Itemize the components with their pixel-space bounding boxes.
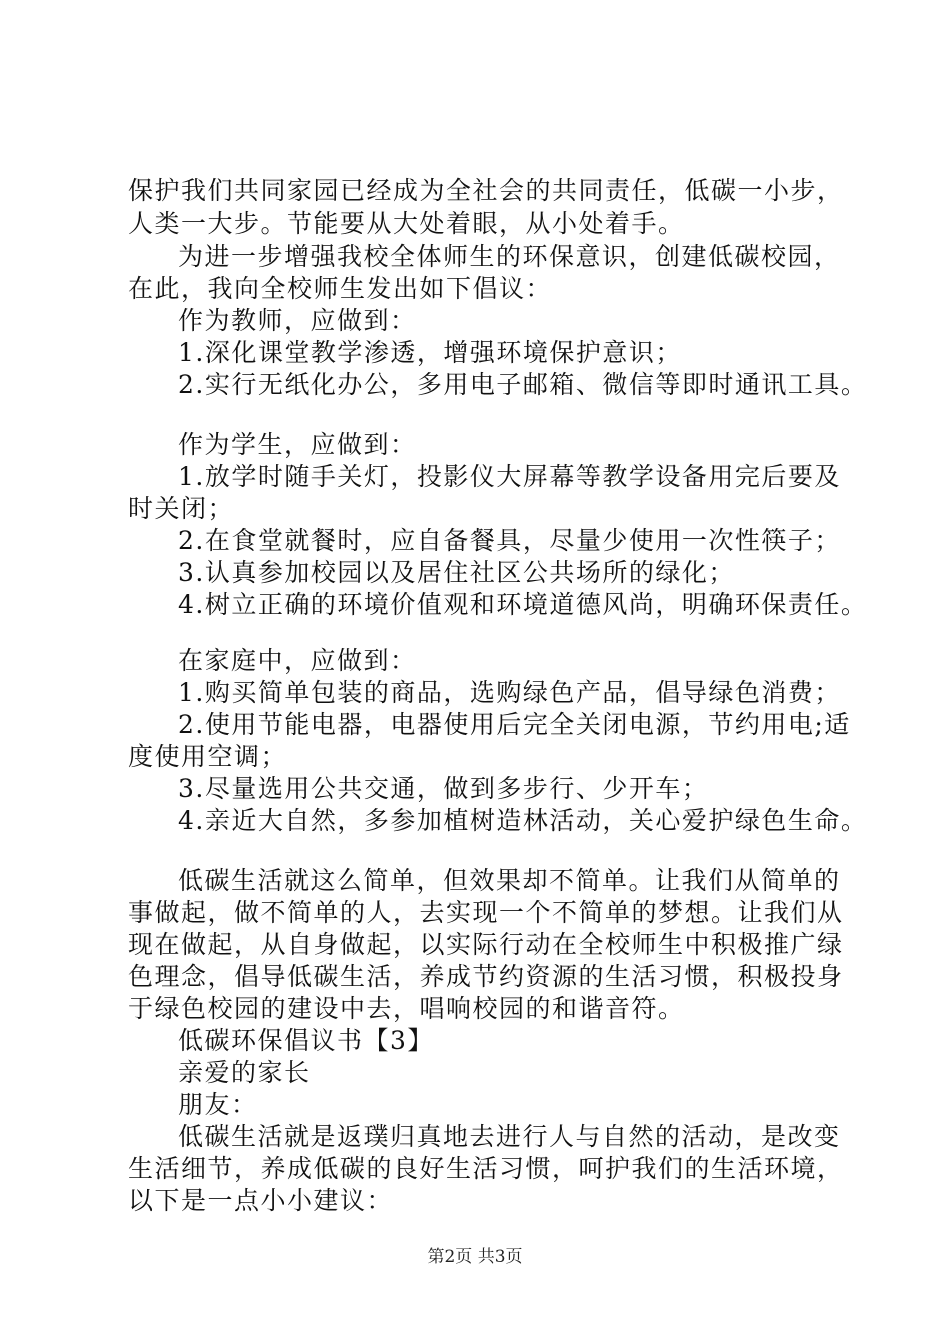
list-item: 1.购买简单包装的商品，选购绿色产品，倡导绿色消费；: [178, 678, 841, 707]
list-item: 2.使用节能电器，电器使用后完全关闭电源，节约用电;适: [178, 710, 851, 739]
list-item: 4.树立正确的环境价值观和环境道德风尚，明确环保责任。: [178, 590, 868, 619]
section-heading: 在家庭中，应做到：: [178, 646, 417, 675]
list-item: 1.深化课堂教学渗透，增强环境保护意识；: [178, 338, 682, 367]
section-heading: 作为教师，应做到：: [178, 306, 417, 335]
list-item: 2.在食堂就餐时，应自备餐具，尽量少使用一次性筷子；: [178, 526, 841, 555]
list-item: 1.放学时随手关灯，投影仪大屏幕等教学设备用完后要及: [178, 462, 841, 491]
list-item: 2.实行无纸化办公，多用电子邮箱、微信等即时通讯工具。: [178, 370, 868, 399]
text-line: 现在做起，从自身做起，以实际行动在全校师生中积极推广绿: [128, 930, 844, 959]
text-line: 为进一步增强我校全体师生的环保意识，创建低碳校园，: [178, 242, 841, 271]
text-line: 人类一大步。节能要从大处着眼，从小处着手。: [128, 209, 685, 238]
list-item: 3.尽量选用公共交通，做到多步行、少开车；: [178, 774, 709, 803]
section-heading: 作为学生，应做到：: [178, 430, 417, 459]
section-title: 低碳环保倡议书【3】: [178, 1026, 434, 1055]
text-line: 在此，我向全校师生发出如下倡议：: [128, 274, 553, 303]
text-line: 色理念，倡导低碳生活，养成节约资源的生活习惯，积极投身: [128, 962, 844, 991]
text-line: 亲爱的家长: [178, 1058, 311, 1087]
text-line: 以下是一点小小建议：: [128, 1186, 394, 1215]
text-line: 低碳生活就是返璞归真地去进行人与自然的活动，是改变: [178, 1122, 841, 1151]
text-line: 于绿色校园的建设中去，唱响校园的和谐音符。: [128, 994, 685, 1023]
text-line: 低碳生活就这么简单，但效果却不简单。让我们从简单的: [178, 866, 841, 895]
page-footer: 第2页 共3页: [427, 1247, 523, 1267]
text-line: 保护我们共同家园已经成为全社会的共同责任，低碳一小步，: [128, 176, 844, 205]
text-line: 度使用空调；: [128, 742, 288, 771]
text-line: 生活细节，养成低碳的良好生活习惯，呵护我们的生活环境，: [128, 1154, 844, 1183]
text-line: 事做起，做不简单的人，去实现一个不简单的梦想。让我们从: [128, 898, 844, 927]
list-item: 4.亲近大自然，多参加植树造林活动，关心爱护绿色生命。: [178, 806, 868, 835]
list-item: 3.认真参加校园以及居住社区公共场所的绿化；: [178, 558, 735, 587]
text-line: 朋友：: [178, 1090, 258, 1119]
text-line: 时关闭；: [128, 494, 235, 523]
